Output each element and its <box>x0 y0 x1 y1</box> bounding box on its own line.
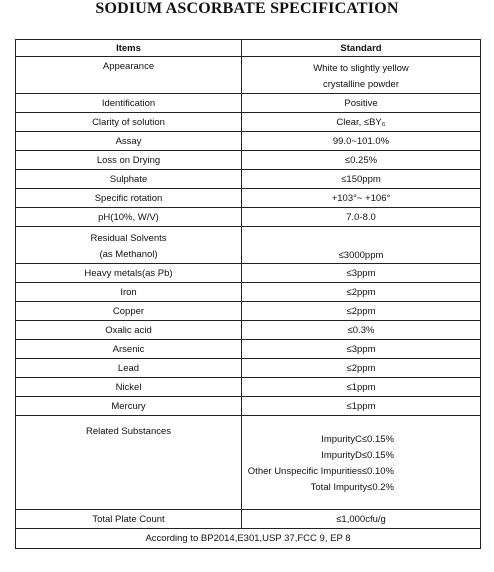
table-row <box>16 151 481 170</box>
item-clarity: Clarity of solution <box>16 113 242 132</box>
item-line: (as Methanol) <box>99 249 158 260</box>
standard-total-plate-count: ≤1,000cfu/g <box>242 510 481 529</box>
table-row <box>16 283 481 302</box>
item-arsenic: Arsenic <box>16 340 242 359</box>
standard-line: ImpurityD≤0.15% <box>321 449 394 461</box>
standard-lead: ≤2ppm <box>242 359 481 378</box>
item-identification: Identification <box>16 94 242 113</box>
standard-appearance <box>242 57 481 94</box>
table-row <box>16 94 481 113</box>
item-residual-solvents <box>16 227 242 264</box>
standard-identification: Positive <box>242 94 481 113</box>
table-row <box>16 208 481 227</box>
item-loss-on-drying: Loss on Drying <box>16 151 242 170</box>
table-row <box>16 510 481 529</box>
item-total-plate-count: Total Plate Count <box>16 510 242 529</box>
table-row <box>16 227 481 264</box>
table-row <box>16 302 481 321</box>
item-lead: Lead <box>16 359 242 378</box>
item-appearance: Appearance <box>16 57 242 94</box>
table-row <box>16 57 481 94</box>
table-row <box>16 378 481 397</box>
standard-arsenic: ≤3ppm <box>242 340 481 359</box>
table-row <box>16 264 481 283</box>
item-iron: Iron <box>16 283 242 302</box>
specification-table <box>15 39 481 549</box>
table-row <box>16 170 481 189</box>
standard-heavy-metals: ≤3ppm <box>242 264 481 283</box>
document-title: SODIUM ASCORBATE SPECIFICATION <box>95 0 399 17</box>
item-line: Residual Solvents <box>90 233 167 244</box>
item-mercury: Mercury <box>16 397 242 416</box>
table-footer-row <box>16 529 481 549</box>
table-header-row <box>16 40 481 57</box>
table-row <box>16 321 481 340</box>
item-specific-rotation: Specific rotation <box>16 189 242 208</box>
table-row <box>16 189 481 208</box>
header-standard: Standard <box>242 40 481 57</box>
item-sulphate: Sulphate <box>16 170 242 189</box>
header-items: Items <box>16 40 242 57</box>
standard-mercury: ≤1ppm <box>242 397 481 416</box>
item-oxalic-acid: Oxalic acid <box>16 321 242 340</box>
standard-specific-rotation: +103°~ +106° <box>242 189 481 208</box>
table-row <box>16 113 481 132</box>
standard-line: crystalline powder <box>322 79 400 90</box>
item-related-substances: Related Substances <box>16 416 242 510</box>
standard-related-substances <box>242 416 481 510</box>
standard-loss-on-drying: ≤0.25% <box>242 151 481 170</box>
item-ph: pH(10%, W/V) <box>16 208 242 227</box>
item-nickel: Nickel <box>16 378 242 397</box>
standard-sulphate: ≤150ppm <box>242 170 481 189</box>
table-row <box>16 340 481 359</box>
standard-line: ImpurityC≤0.15% <box>321 433 394 445</box>
standard-residual-solvents: ≤3000ppm <box>242 227 481 264</box>
item-heavy-metals: Heavy metals(as Pb) <box>16 264 242 283</box>
standard-iron: ≤2ppm <box>242 283 481 302</box>
table-row <box>16 132 481 151</box>
standard-clarity: Clear, ≤BY₆ <box>242 113 481 132</box>
item-assay: Assay <box>16 132 242 151</box>
standard-line: Other Unspecific Impurities≤0.10% <box>247 465 394 477</box>
table-row <box>16 416 481 510</box>
table-row <box>16 397 481 416</box>
compliance-note: According to BP2014,E301,USP 37,FCC 9, EP 8 <box>16 529 481 549</box>
standard-oxalic-acid: ≤0.3% <box>242 321 481 340</box>
standard-ph: 7.0-8.0 <box>242 208 481 227</box>
standard-nickel: ≤1ppm <box>242 378 481 397</box>
standard-line: Total Impurity≤0.2% <box>310 481 394 493</box>
standard-copper: ≤2ppm <box>242 302 481 321</box>
item-copper: Copper <box>16 302 242 321</box>
standard-assay: 99.0~101.0% <box>242 132 481 151</box>
standard-line: White to slightly yellow <box>313 63 409 74</box>
table-row <box>16 359 481 378</box>
